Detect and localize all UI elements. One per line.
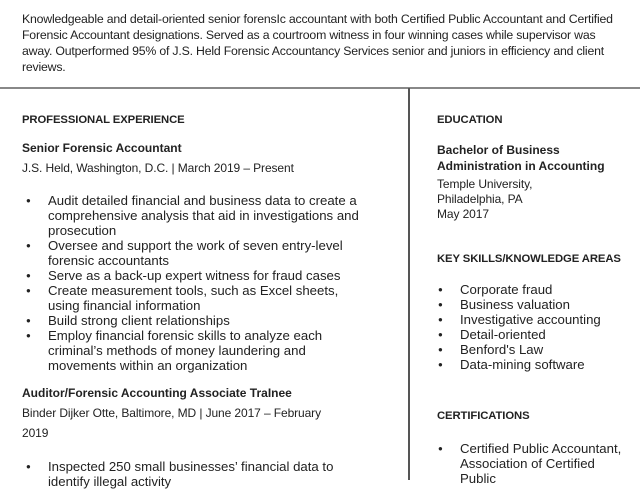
bullet: ● Serve as a back-up expert witness for fraud cases [22,268,362,283]
bullet: ● Create measurement tools, such as Excel sheets, using financial information [22,283,362,313]
bullet: ● Inspected 250 small businesses’ financial data to identify illegal activity [22,459,362,489]
summary: Knowledgeable and detail-oriented senior forensIc accountant with both Certified Public Accountant and Certified Forensic Accountant designations. Served as a courtroom witness in four winning cases while supervisor was away. Outperformed 95% of J.S. Held Forensic Accountancy Services senior and juniors in efficiency and client reviews. [22,12,613,74]
skills-heading: KEY SKILLS/KNOWLEDGE AREAS [437,253,621,265]
skills-list [434,282,634,372]
degree: Bachelor of Business Administration in Accounting [437,143,605,173]
certifications-list [434,441,624,486]
certification-item: ● Certified Public Accountant, Association of Certified Public [434,441,624,486]
skill-item: ● Investigative accounting [434,312,634,327]
job-title: Senior Forensic Accountant [22,141,182,155]
job-bullets [22,193,362,373]
location: Philadelphia, PA [437,192,523,206]
divider-vertical [408,88,410,480]
bullet: ● Oversee and support the work of seven entry-level forensic accountants [22,238,362,268]
bullet: ● Build strong client relationships [22,313,362,328]
experience-heading: PROFESSIONAL EXPERIENCE [22,114,185,126]
bullet: ● Employ financial forensic skills to analyze each criminal’s methods of money laundering and movements within an organization [22,328,362,373]
skill-item: ● Business valuation [434,297,634,312]
job-meta: Binder Dijker Otte, Baltimore, MD | June 2017 – February 2019 [22,406,321,440]
skill-item: ● Corporate fraud [434,282,634,297]
divider-horizontal [0,87,640,89]
skill-item: ● Detail-oriented [434,327,634,342]
job-meta: J.S. Held, Washington, D.C. | March 2019 – Present [22,161,294,175]
skill-item: ● Benford's Law [434,342,634,357]
job-title: Auditor/Forensic Accounting Associate TraInee [22,386,292,400]
education-heading: EDUCATION [437,114,503,126]
school: Temple University, [437,177,533,191]
skill-item: ● Data-mining software [434,357,634,372]
job-bullets [22,459,362,489]
certifications-heading: CERTIFICATIONS [437,410,530,422]
graduation-date: May 2017 [437,207,489,221]
bullet: ● Audit detailed financial and business data to create a comprehensive analysis that aid in investigations and prosecution [22,193,362,238]
